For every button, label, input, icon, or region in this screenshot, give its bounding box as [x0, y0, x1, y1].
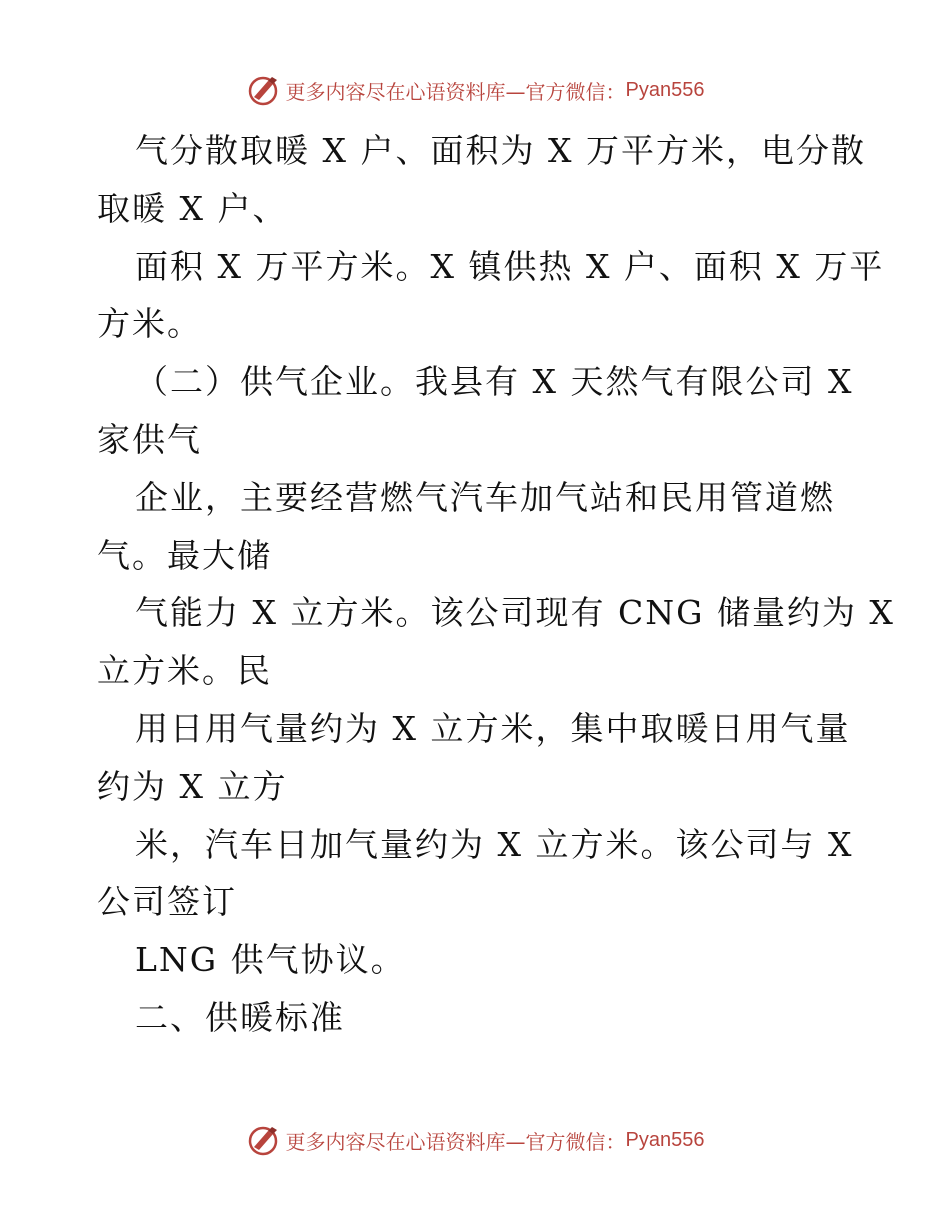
body-line: 用日用气量约为 X 立方米，集中取暖日用气量 — [135, 708, 851, 748]
document-body — [97, 122, 895, 1047]
body-line: 气分散取暖 X 户、面积为 X 万平方米，电分散 — [135, 131, 866, 170]
body-line: 取暖 X 户、 — [97, 188, 288, 228]
watermark-text: 更多内容尽在心语资料库—官方微信： — [285, 79, 626, 104]
pen-logo-icon — [246, 1123, 282, 1157]
body-line: 气能力 X 立方米。该公司现有 CNG 储量约为 X — [135, 593, 895, 633]
watermark-text: 更多内容尽在心语资料库—官方微信： — [285, 1129, 626, 1154]
header-watermark — [0, 70, 950, 110]
body-line: 公司签订 — [97, 882, 237, 922]
body-line: 米，汽车日加气量约为 X 立方米。该公司与 X — [135, 824, 854, 864]
body-line: 立方米。民 — [97, 651, 272, 691]
watermark-id: Pyan556 — [625, 1128, 705, 1151]
body-line: 家供气 — [97, 419, 202, 459]
section-heading: 二、供暖标准 — [135, 997, 345, 1037]
body-line: 企业，主要经营燃气汽车加气站和民用管道燃 — [135, 477, 835, 517]
body-line: 约为 X 立方 — [97, 766, 288, 806]
pen-logo-icon — [246, 73, 282, 107]
footer-watermark — [0, 1120, 950, 1160]
body-line: 面积 X 万平方米。X 镇供热 X 户、面积 X 万平 — [135, 246, 885, 286]
watermark-id: Pyan556 — [625, 78, 705, 101]
body-line: 气。最大储 — [97, 535, 272, 575]
body-line: 方米。 — [97, 304, 202, 344]
body-line: （二）供气企业。我县有 X 天然气有限公司 X — [135, 362, 854, 402]
body-line: LNG 供气协议。 — [135, 940, 406, 980]
